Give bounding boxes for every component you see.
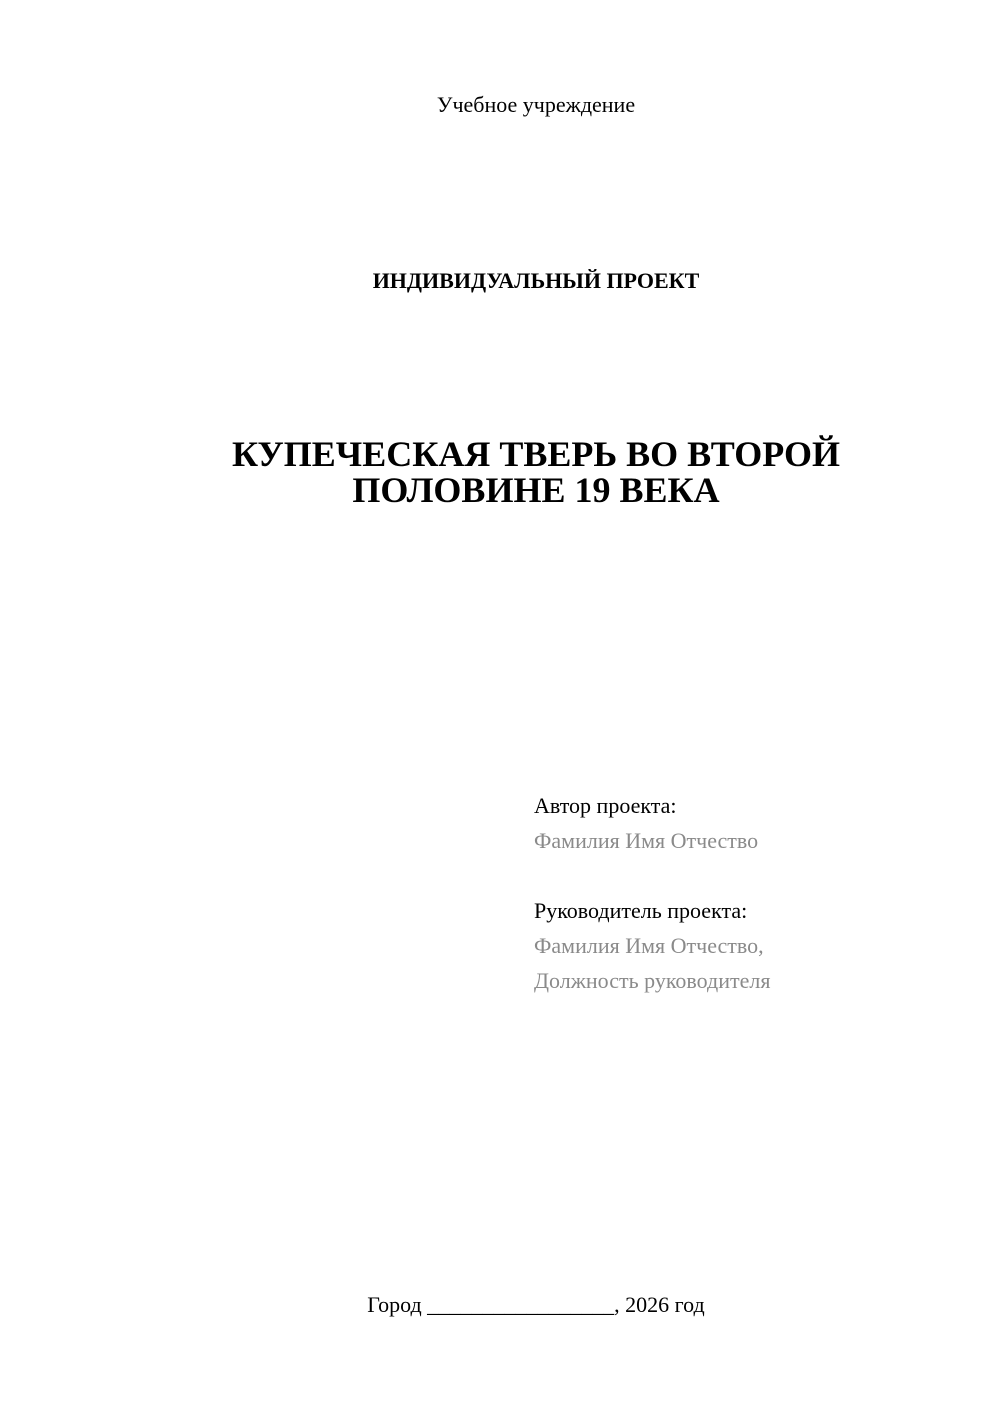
- project-title-line-1: КУПЕЧЕСКАЯ ТВЕРЬ ВО ВТОРОЙ: [231, 434, 841, 474]
- project-info-block: [534, 788, 974, 998]
- project-title-line-2: ПОЛОВИНЕ 19 ВЕКА: [352, 470, 720, 510]
- author-name: Фамилия Имя Отчество: [534, 828, 759, 853]
- project-title: [0, 436, 1000, 508]
- institution-name: Учебное учреждение: [436, 92, 636, 117]
- project-type-heading: ИНДИВИДУАЛЬНЫЙ ПРОЕКТ: [372, 268, 700, 293]
- supervisor-label: Руководитель проекта:: [534, 898, 748, 923]
- supervisor-name: Фамилия Имя Отчество,: [534, 933, 764, 958]
- city-year-footer: Город _________________, 2026 год: [367, 1292, 705, 1317]
- supervisor-position: Должность руководителя: [534, 968, 771, 993]
- author-label: Автор проекта:: [534, 793, 677, 818]
- info-spacer: [534, 858, 974, 893]
